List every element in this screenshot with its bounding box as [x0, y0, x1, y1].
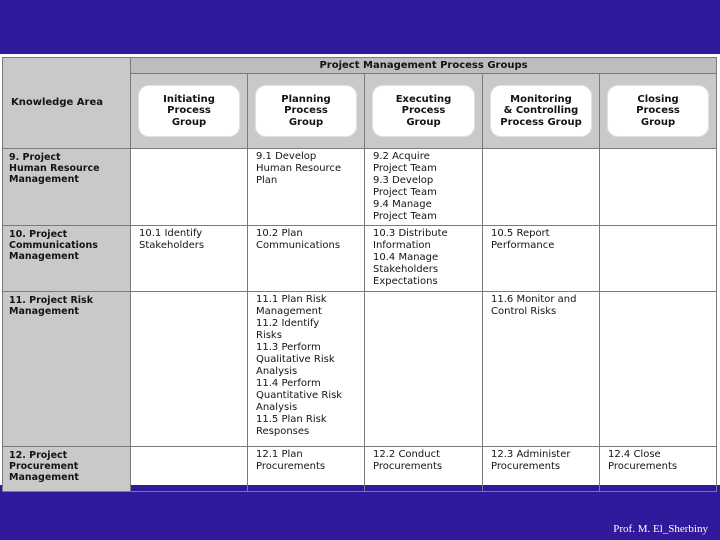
table-cell: 11.6 Monitor and Control Risks — [483, 292, 600, 447]
table-row — [3, 226, 717, 292]
table-row — [3, 149, 717, 226]
table-cell: 9.1 Develop Human Resource Plan — [248, 149, 365, 226]
table-row — [3, 292, 717, 447]
table-cell: 10.5 Report Performance — [483, 226, 600, 292]
table-cell: 9.2 Acquire Project Team 9.3 Develop Project Team 9.4 Manage Project Team — [365, 149, 483, 226]
footer-credit: Prof. M. El_Sherbiny — [613, 523, 708, 535]
table-cell — [131, 149, 248, 226]
table-cell: 12.3 Administer Procurements — [483, 447, 600, 492]
knowledge-area-communications: 10. Project Communications Management — [3, 226, 131, 292]
knowledge-area-procurement: 12. Project Procurement Management — [3, 447, 131, 492]
process-groups-title: Project Management Process Groups — [131, 58, 717, 74]
table-cell — [600, 292, 717, 447]
process-group-planning: Planning Process Group — [255, 85, 357, 137]
table-cell: 10.3 Distribute Information 10.4 Manage Stakeholders Expectations — [365, 226, 483, 292]
knowledge-area-risk: 11. Project Risk Management — [3, 292, 131, 447]
table-cell: 12.4 Close Procurements — [600, 447, 717, 492]
slide-content — [0, 54, 720, 485]
process-group-executing: Executing Process Group — [372, 85, 475, 137]
table-cell — [365, 292, 483, 447]
table-row — [3, 447, 717, 492]
table-cell — [483, 149, 600, 226]
table-cell: 10.2 Plan Communications — [248, 226, 365, 292]
table-cell — [600, 149, 717, 226]
table-cell — [600, 226, 717, 292]
table-cell — [131, 292, 248, 447]
process-group-initiating: Initiating Process Group — [138, 85, 240, 137]
knowledge-area-hr: 9. Project Human Resource Management — [3, 149, 131, 226]
process-matrix-table — [2, 57, 717, 492]
knowledge-area-header: Knowledge Area — [3, 58, 131, 149]
table-cell: 11.1 Plan Risk Management 11.2 Identify Risks 11.3 Perform Qualitative Risk Analysis 11.4 Perform Quantitative Risk Analysis 11.5 Plan Risk Responses — [248, 292, 365, 447]
table-cell — [131, 447, 248, 492]
process-group-monitoring: Monitoring & Controlling Process Group — [490, 85, 592, 137]
table-cell: 12.2 Conduct Procurements — [365, 447, 483, 492]
table-cell: 10.1 Identify Stakeholders — [131, 226, 248, 292]
process-group-closing: Closing Process Group — [607, 85, 709, 137]
table-cell: 12.1 Plan Procurements — [248, 447, 365, 492]
